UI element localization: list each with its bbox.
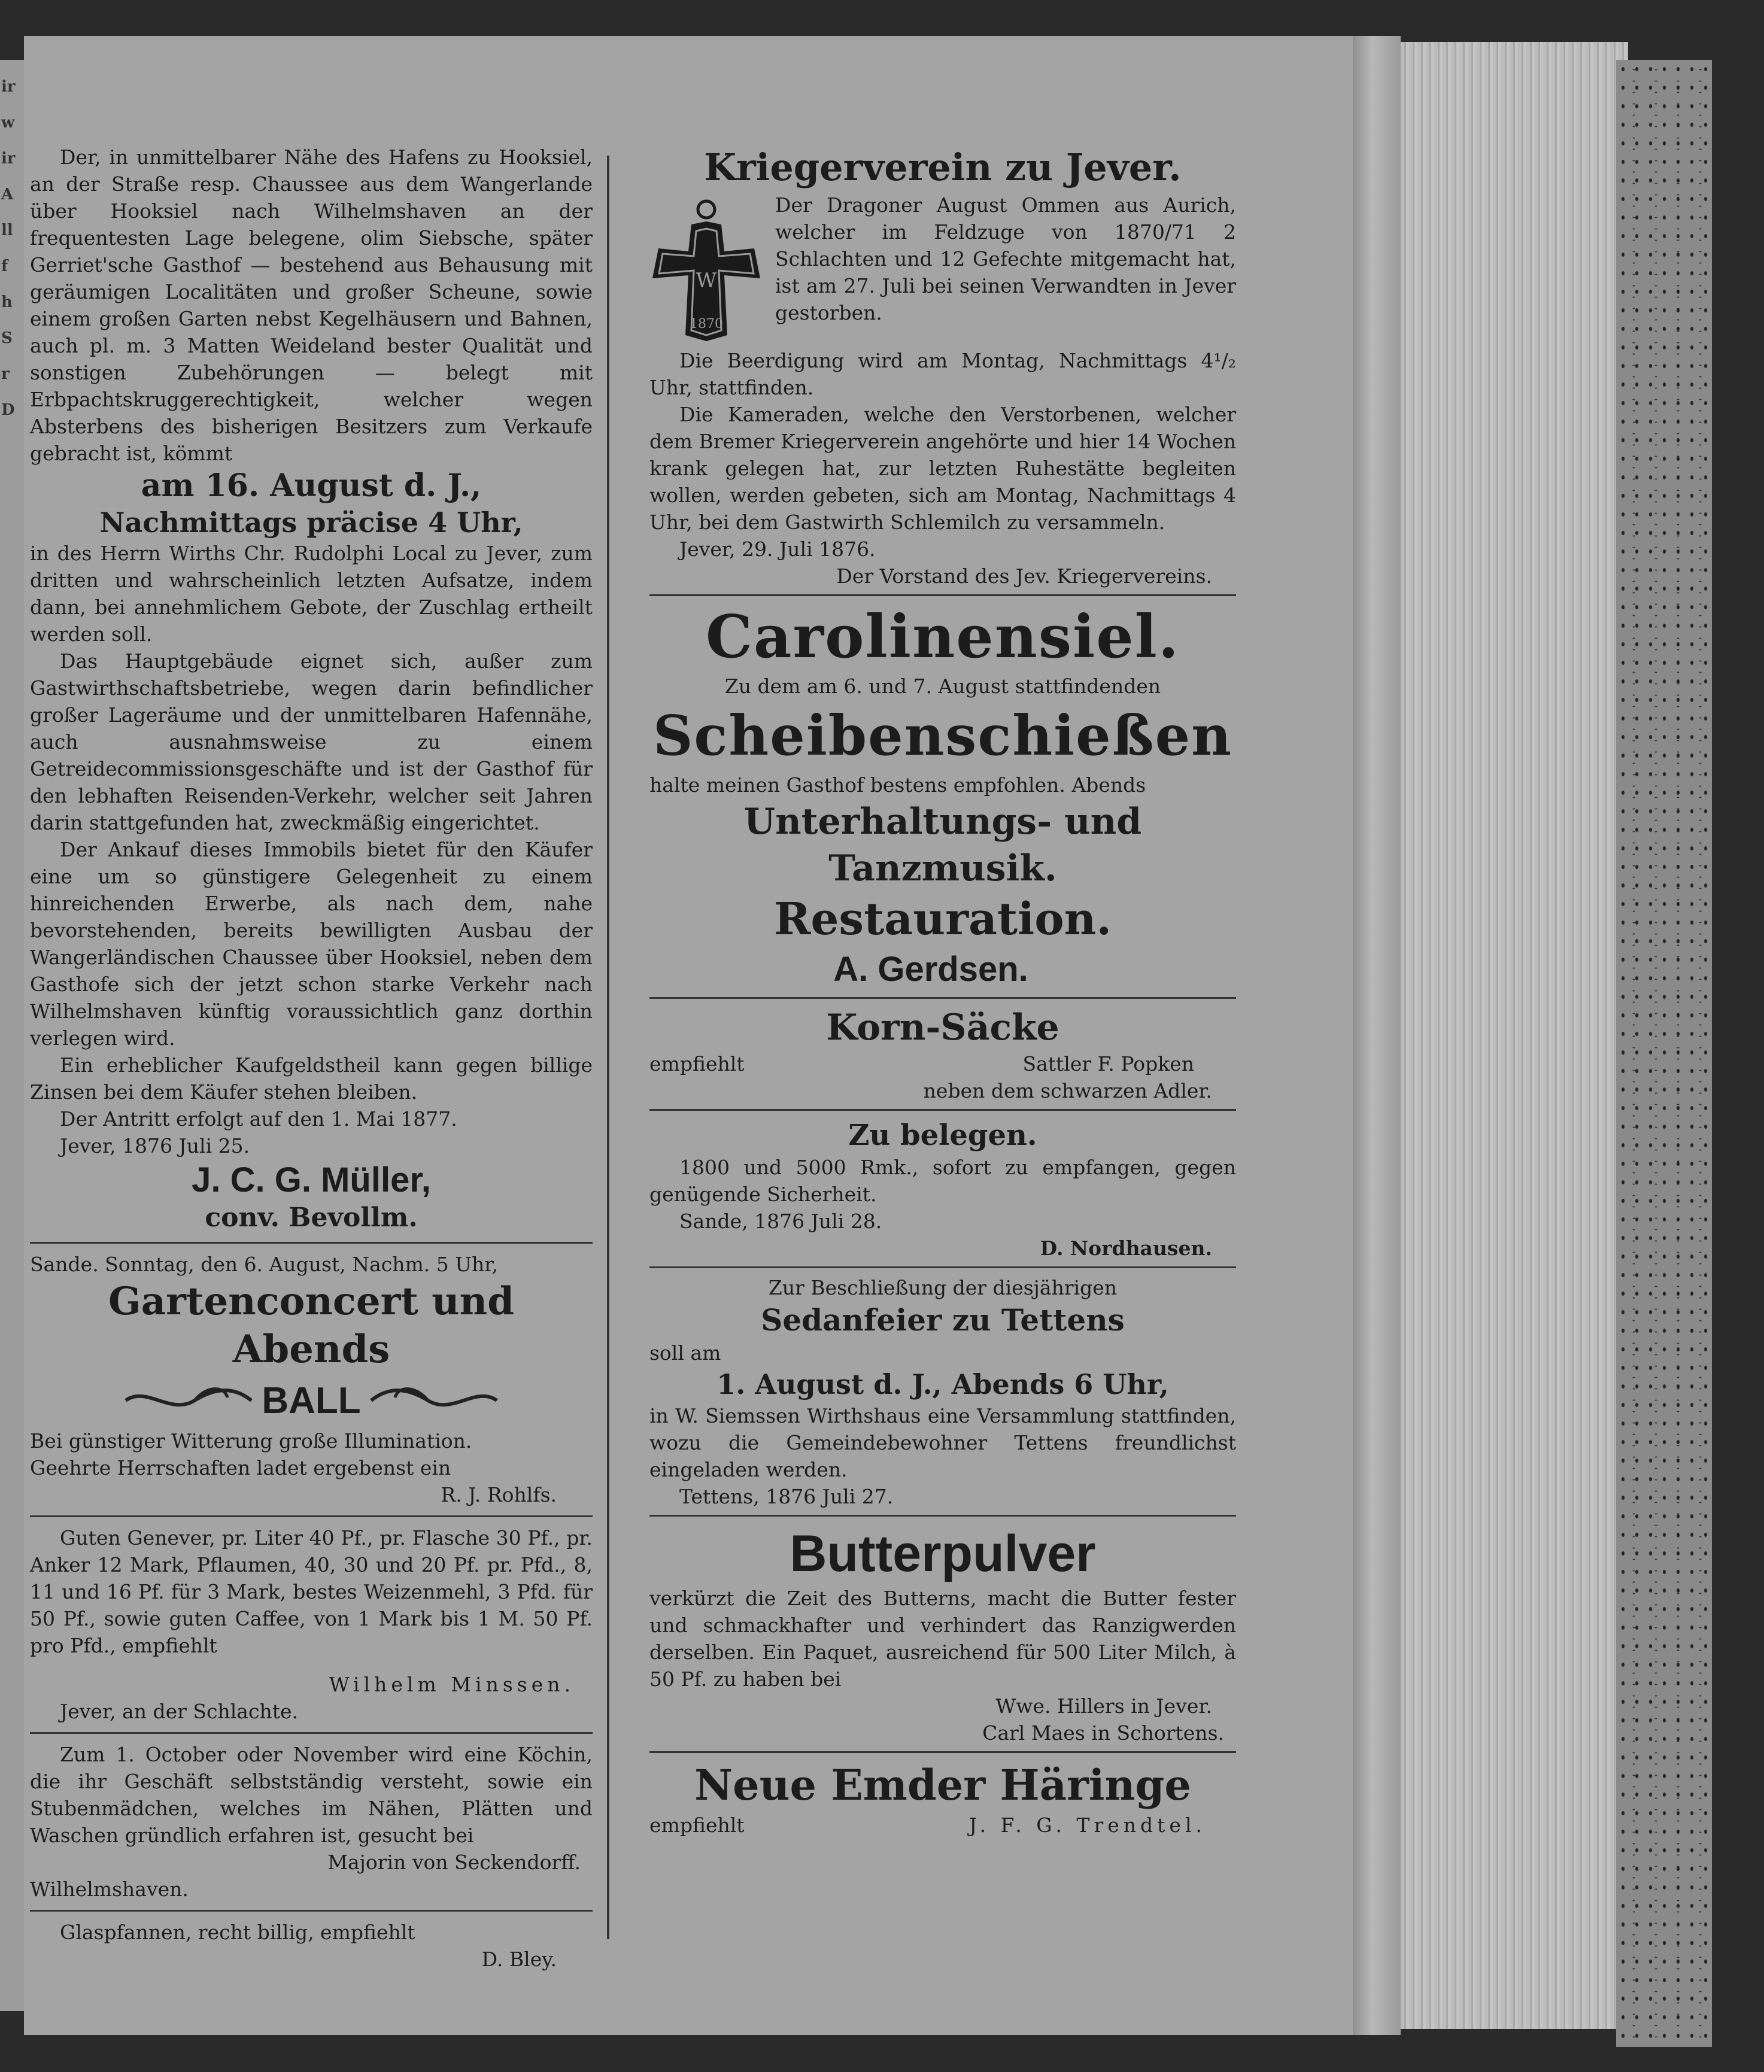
place-date: Sande, 1876 Juli 28.: [679, 1210, 882, 1233]
ad-intro: Sande. Sonntag, den 6. August, Nachm. 5 Uhr,: [30, 1253, 498, 1276]
signature: Der Vorstand des Jev. Kriegervereins.: [836, 564, 1212, 588]
signature: D. Bley.: [481, 1948, 557, 1971]
ad-headline: Kriegerverein zu Jever.: [704, 145, 1182, 189]
ad-separator: [649, 1515, 1236, 1517]
place-date: Tettens, 1876 Juli 27.: [679, 1485, 894, 1508]
binding-gutter: [1353, 36, 1401, 2035]
cross-letter: W: [696, 269, 717, 293]
ad-separator: [649, 1751, 1236, 1753]
ad-paragraph: Ein erheblicher Kaufgeldstheil kann gegen billige Zinsen bei dem Käufer stehen bleiben.: [30, 1053, 593, 1104]
signature-sub: neben dem schwarzen Adler.: [923, 1079, 1212, 1102]
ad-separator: [30, 1242, 593, 1244]
iron-cross-icon: [649, 192, 763, 347]
ball-label: BALL: [262, 1380, 361, 1421]
right-column: [649, 144, 1236, 1839]
book-cover-edge: [1616, 60, 1712, 2047]
event-title: Scheibenschießen: [652, 703, 1233, 768]
signature: J. C. G. Müller,: [192, 1160, 431, 1199]
ad-paragraph: Der Antritt erfolgt auf den 1. Mai 1877.: [60, 1107, 457, 1131]
cross-year: 1870: [690, 317, 723, 332]
signature: D. Nordhausen.: [1040, 1236, 1212, 1260]
ad-paragraph: in W. Siemssen Wirthshaus eine Versammlung stattfinden, wozu die Gemeindebewohner Tettens freundlichst eingeladen werden.: [649, 1404, 1236, 1481]
mueller-advertisement: [30, 144, 593, 1235]
signature: Sattler F. Popken: [1022, 1052, 1194, 1076]
ad-paragraph: 1800 und 5000 Rmk., sofort zu empfangen, gegen genügende Sicherheit.: [649, 1156, 1236, 1206]
place: Jever, an der Schlachte.: [60, 1700, 298, 1723]
nordhausen-advertisement: [649, 1117, 1236, 1262]
column-divider: [607, 156, 609, 1939]
ad-headline: Butterpulver: [790, 1525, 1096, 1582]
signature: Wilhelm Minssen.: [329, 1673, 575, 1696]
ad-separator: [649, 1109, 1236, 1111]
ad-line: Bei günstiger Witterung große Illumination.: [30, 1429, 472, 1453]
seckendorff-advertisement: [30, 1741, 593, 1903]
ad-paragraph: Der Dragoner August Ommen aus Aurich, welcher im Feldzuge von 1870/71 2 Schlachten und 12 Gefechte mitgemacht hat, ist am 27. Juli bei seinen Verwandten in Jever gestorben.: [775, 193, 1236, 324]
ad-separator: [30, 1732, 593, 1734]
signature: A. Gerdsen.: [833, 950, 1028, 989]
signature: J. F. G. Trendtel.: [968, 1813, 1206, 1837]
place-date: Jever, 1876 Juli 25.: [60, 1134, 250, 1157]
restaurant-line: Restauration.: [773, 894, 1112, 945]
previous-page-edge: ir w ir A ll f h S r D: [0, 60, 32, 2011]
ad-headline: Carolinensiel.: [706, 603, 1180, 672]
ad-headline: Gartenconcert und Abends: [108, 1279, 514, 1372]
popken-advertisement: [649, 1005, 1236, 1104]
tettens-advertisement: [649, 1274, 1236, 1510]
ad-paragraph: Die Kameraden, welche den Verstorbenen, welcher dem Bremer Kriegerverein angehörte und hier 14 Wochen krank gelegen hat, zur letzten Ruhestätte begleiten wollen, werden gebeten, sich am Montag, Nachmittags 4 Uhr, bei dem Gastwirth Schlemilch zu versammeln.: [649, 403, 1236, 534]
ad-paragraph: verkürzt die Zeit des Butterns, macht die Butter fester und schmackhafter und verhindert das Ranzigwerden derselben. Ein Paquet, ausreichend für 500 Liter Milch, à 50 Pf. zu haben bei: [649, 1587, 1236, 1691]
ad-footer: [649, 1812, 1236, 1839]
ball-banner: [30, 1374, 593, 1427]
auction-date: am 16. August d. J.,: [141, 467, 482, 504]
seller: Carl Maes in Schortens.: [982, 1721, 1224, 1745]
kriegerverein-advertisement: [649, 144, 1236, 590]
ad-paragraph: Guten Genever, pr. Liter 40 Pf., pr. Flasche 30 Pf., pr. Anker 12 Mark, Pflaumen, 40, 30 und 20 Pf. pr. Pfd., 8, 11 und 16 Pf. für 3 Mark, bestes Weizenmehl, 3 Pfd. für 50 Pf., sowie guten Caffee, von 1 Mark bis 1 M. 50 Pf. pro Pfd., empfiehlt: [30, 1526, 593, 1657]
ad-intro: Zu dem am 6. und 7. August stattfindenden: [724, 675, 1161, 698]
ad-line: empfiehlt: [649, 1813, 745, 1837]
ad-line: halte meinen Gasthof bestens empfohlen. Abends: [649, 773, 1146, 797]
ad-paragraph: Zum 1. October oder November wird eine Köchin, die ihr Geschäft selbstständig versteht, sowie ein Stubenmädchen, welches im Nähen, Plätten und Waschen gründlich erfahren ist, gesucht bei: [30, 1743, 593, 1847]
butterpulver-advertisement: [649, 1523, 1236, 1746]
trendtel-advertisement: [649, 1759, 1236, 1839]
ad-line: Geehrte Herrschaften ladet ergebenst ein: [30, 1456, 451, 1479]
left-flourish-icon: [123, 1383, 254, 1418]
music-line: Unterhaltungs- und Tanzmusik.: [743, 801, 1142, 889]
notice-with-cross: [649, 192, 1236, 347]
ad-paragraph: Der, in unmittelbarer Nähe des Hafens zu Hooksiel, an der Straße resp. Chaussee aus dem Wangerlande über Hooksiel nach Wilhelmshaven an der frequentesten Lage belegene, olim Siebsche, später Gerriet'sche Gasthof — bestehend aus Behausung mit geräumigen Localitäten und großer Scheune, sowie einem großen Garten nebst Kegelhäusern und Bahnen, auch pl. m. 3 Matten Weideland bester Qualität und sonstigen Zubehörungen — belegt mit Erbpachtskruggerechtigkeit, welcher wegen Absterbens des bisherigen Besitzers zum Verkaufe gebracht ist, kömmt: [30, 145, 593, 465]
page-edges: [1401, 42, 1628, 2029]
ad-paragraph: in des Herrn Wirths Chr. Rudolphi Local zu Jever, zum dritten und wahrscheinlich letzten Aufsatze, indem dann, bei annehmlichem Gebote, der Zuschlag ertheilt werden soll.: [30, 542, 593, 646]
ad-headline: Korn-Säcke: [826, 1007, 1059, 1049]
left-column: [30, 144, 593, 1973]
ad-intro: Zur Beschließung der diesjährigen: [768, 1276, 1118, 1299]
ad-paragraph: Glaspfannen, recht billig, empfiehlt: [60, 1921, 415, 1944]
rohlfs-advertisement: [30, 1251, 593, 1508]
ad-separator: [30, 1910, 593, 1912]
ad-paragraph: Der Ankauf dieses Immobils bietet für den Käufer eine um so günstigere Gelegenheit zu einem hinreichenden Erwerbe, als nach dem, nahe bevorstehenden, bereits bewilligten Ausbau der Wangerländischen Chaussee über Hooksiel, neben dem Gasthofe sich der jetzt schon starke Verkehr nach Wilhelmshaven künftig voraussichtlich ganz dorthin verlegen wird.: [30, 838, 593, 1050]
ad-separator: [649, 1266, 1236, 1268]
ad-separator: [649, 997, 1236, 999]
signature: R. J. Rohlfs.: [441, 1483, 557, 1506]
ad-headline: Zu belegen.: [848, 1119, 1037, 1152]
ad-footer: [649, 1050, 1236, 1077]
minssen-advertisement: [30, 1524, 593, 1725]
signature-title: conv. Bevollm.: [205, 1202, 418, 1233]
auction-time: Nachmittags präcise 4 Uhr,: [99, 506, 523, 539]
ad-paragraph: Die Beerdigung wird am Montag, Nachmittags 4¹/₂ Uhr, stattfinden.: [649, 349, 1236, 399]
ad-headline: Sedanfeier zu Tettens: [761, 1302, 1125, 1338]
event-date: 1. August d. J., Abends 6 Uhr,: [716, 1368, 1169, 1400]
signature: Majorin von Seckendorff.: [327, 1851, 581, 1874]
seller: Wwe. Hillers in Jever.: [995, 1694, 1212, 1718]
ad-separator: [649, 594, 1236, 596]
ad-separator: [30, 1515, 593, 1517]
ad-paragraph: Das Hauptgebäude eignet sich, außer zum Gastwirthschaftsbetriebe, wegen darin befindlicher großer Lageräume und der unmittelbaren Hafennähe, auch ausnahmsweise zu einem Getreidecommissionsgeschäfte und ist der Gasthof für den lebhaften Reisenden-Verkehr, welcher seit Jahren darin stattgefunden hat, zweckmäßig eingerichtet.: [30, 649, 593, 834]
ad-line: soll am: [649, 1341, 721, 1365]
place: Wilhelmshaven.: [30, 1877, 189, 1901]
right-flourish-icon: [368, 1383, 500, 1418]
gerdsen-advertisement: [649, 602, 1236, 992]
bley-advertisement: [30, 1919, 593, 1973]
ad-headline: Neue Emder Häringe: [694, 1760, 1191, 1810]
ad-line: empfiehlt: [649, 1052, 745, 1076]
place-date: Jever, 29. Juli 1876.: [679, 537, 876, 561]
